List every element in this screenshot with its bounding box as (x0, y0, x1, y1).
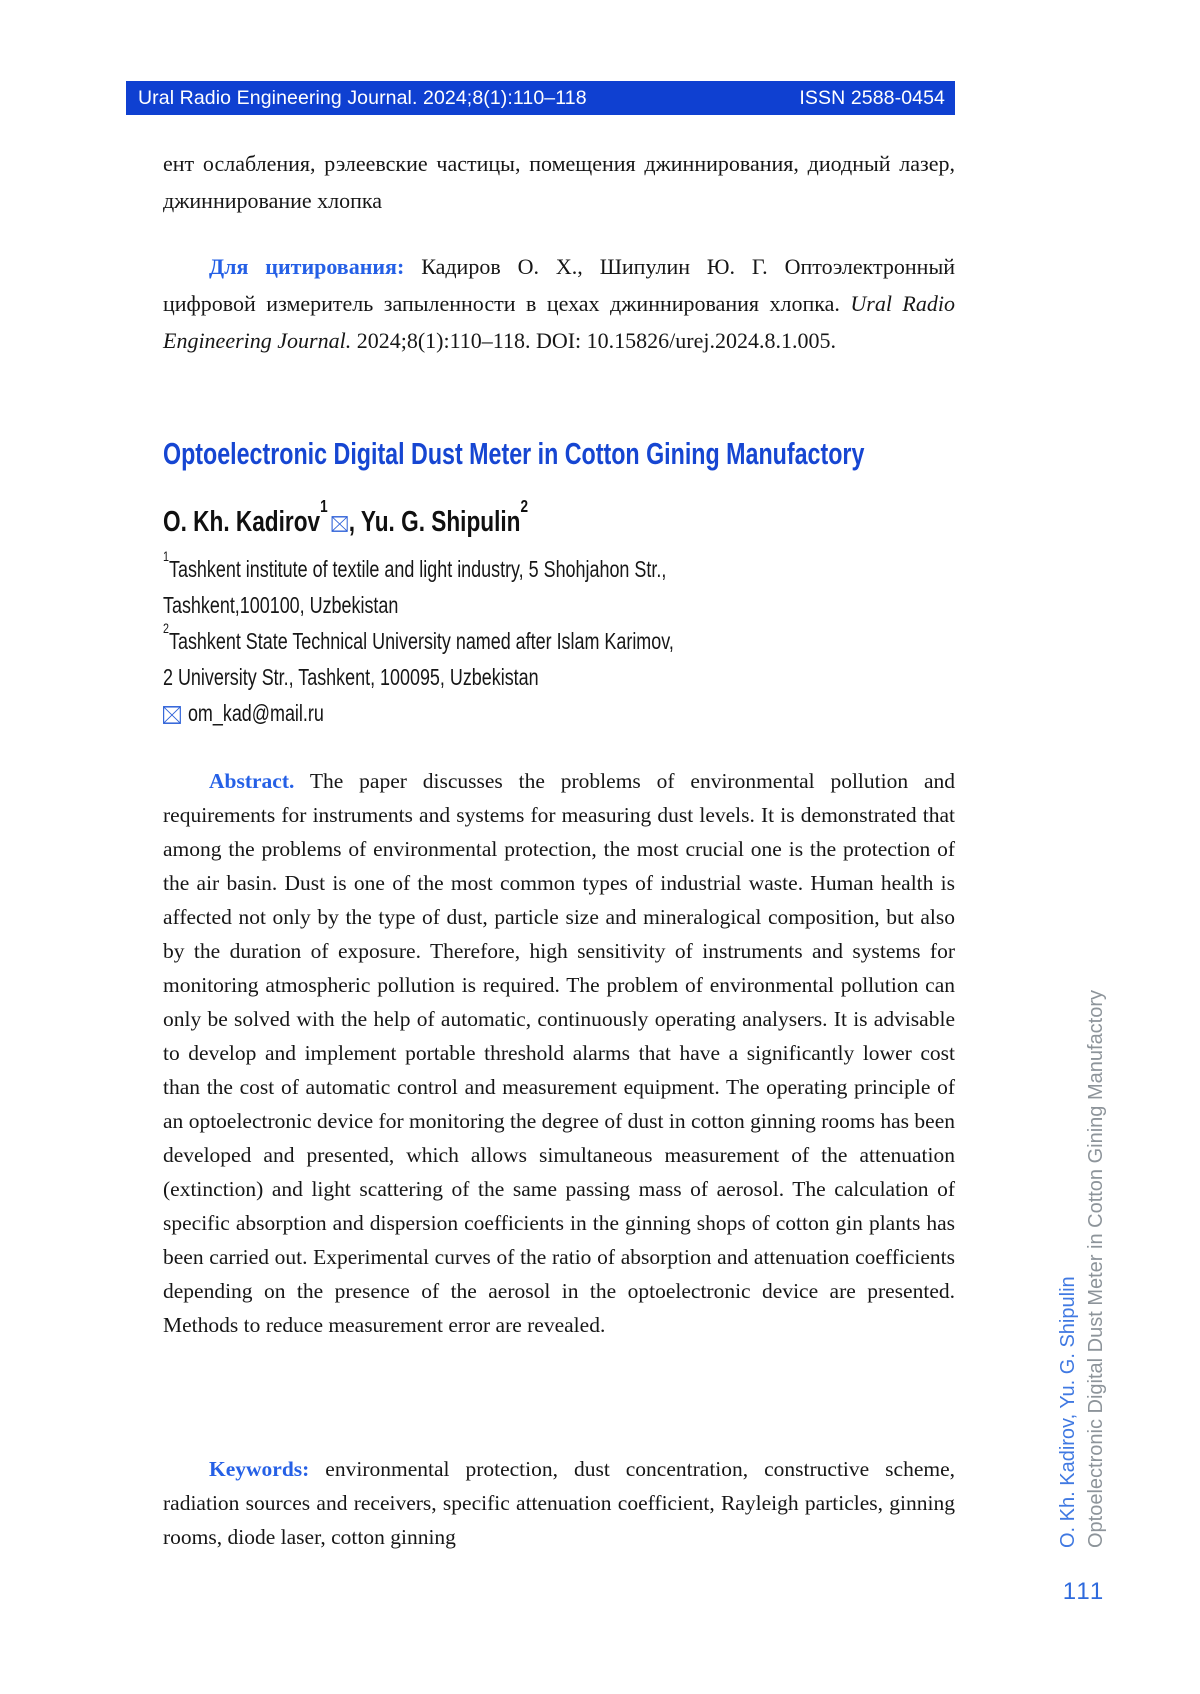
citation-authors-and-title: Кадиров О. Х., Шипулин Ю. Г. Оптоэлектронный цифровой измеритель запыленности в цехах джиннирования хлопка. (163, 254, 956, 316)
page-number: 111 (1062, 1578, 1106, 1605)
sidebar-running-authors: O. Kh. Kadirov, Yu. G. Shipulin (1057, 1276, 1079, 1548)
author-2-name: Yu. G. Shipulin (360, 506, 521, 538)
affiliation-1-sup: 1 (163, 549, 169, 565)
journal-issn: ISSN 2588-0454 (799, 86, 945, 109)
sidebar-running-title: Optoelectronic Digital Dust Meter in Cotton Gining Manufactory (1085, 989, 1107, 1548)
affiliations-block (163, 551, 955, 731)
authors-separator: , (348, 506, 361, 538)
keywords-label: Keywords: (209, 1457, 310, 1481)
citation-journal-name: Ural Radio Engineering Journal. (163, 291, 955, 353)
citation-label: Для цитирования: (209, 254, 405, 279)
journal-header-bar (126, 81, 955, 115)
email-icon (163, 706, 181, 724)
abstract-paragraph (163, 764, 955, 1342)
keywords-text: environmental protection, dust concentration, constructive scheme, radiation sources and receivers, specific attenuation coefficient, Rayleigh particles, ginning rooms, diode laser, cotton ginning (163, 1457, 955, 1549)
affiliation-1-line-2: Tashkent,100100, Uzbekistan (163, 592, 399, 618)
author-1-affiliation-sup: 1 (320, 495, 328, 516)
affiliation-1-text: Tashkent institute of textile and light industry, 5 Shohjahon Str., (168, 556, 667, 582)
affiliation-2-text: Tashkent State Technical University named after Islam Karimov, (168, 628, 674, 654)
email-row (163, 695, 955, 731)
author-2-affiliation-sup: 2 (520, 495, 529, 516)
authors-line (163, 495, 955, 539)
affiliation-1-line-1 (163, 551, 955, 587)
abstract-label: Abstract. (209, 769, 295, 793)
corresponding-author-email-icon (332, 516, 348, 532)
article-title: Optoelectronic Digital Dust Meter in Cotton Gining Manufactory (163, 436, 865, 471)
affiliation-2-line-2: 2 University Str., Tashkent, 100095, Uzbekistan (163, 664, 539, 690)
journal-reference: Ural Radio Engineering Journal. 2024;8(1):110–118 (138, 86, 587, 109)
keywords-paragraph (163, 1452, 955, 1554)
email-address[interactable]: om_kad@mail.ru (187, 700, 324, 726)
affiliation-2-sup: 2 (163, 621, 169, 637)
citation-reference-tail: 2024;8(1):110–118. DOI: 10.15826/urej.2024.8.1.005. (356, 328, 836, 353)
keywords-ru-continuation: ент ослабления, рэлеевские частицы, помещения джиннирования, диодный лазер, джиннирование хлопка (163, 151, 955, 213)
author-1-name: O. Kh. Kadirov (163, 506, 321, 538)
running-sidebar (1054, 880, 1112, 1548)
abstract-text: The paper discusses the problems of environmental pollution and requirements for instruments and systems for measuring dust levels. It is demonstrated that among the problems of environmental protection, the most crucial one is the protection of the air basin. Dust is one of the most common types of industrial waste. Human health is affected not only by the type of dust, particle size and mineralogical composition, but also by the duration of exposure. Therefore, high sensitivity of instruments and systems for monitoring atmospheric pollution is required. The problem of environmental pollution can only be solved with the help of automatic, continuously operating analysers. It is advisable to develop and implement portable threshold alarms that have a significantly lower cost than the cost of automatic control and measurement equipment. The operating principle of an optoelectronic device for monitoring the degree of dust in cotton ginning rooms has been developed and presented, which allows simultaneous measurement of the attenuation (extinction) and light scattering of the same passing mass of aerosol. The calculation of specific absorption and dispersion coefficients in the ginning shops of cotton gin plants has been carried out. Experimental curves of the ratio of absorption and attenuation coefficients depending on the presence of the aerosol in the optoelectronic device are presented. Methods to reduce measurement error are revealed. (163, 769, 955, 1337)
citation-paragraph (163, 248, 955, 359)
affiliation-2-line-1 (163, 623, 955, 659)
